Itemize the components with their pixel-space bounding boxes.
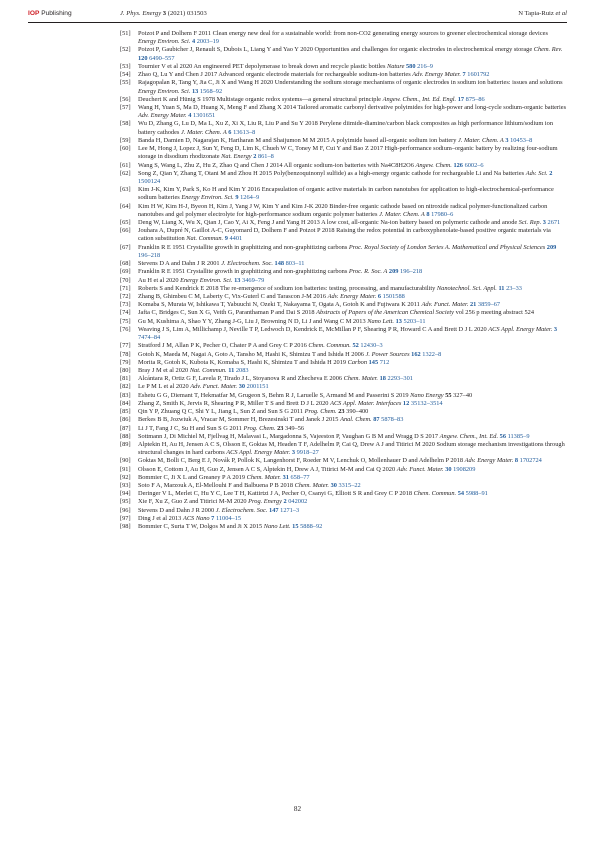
reference-pages: 5988–91 (465, 490, 488, 498)
reference-item (120, 523, 567, 531)
reference-journal: J. Mater. Chem. A (458, 136, 504, 144)
reference-number: [65] (120, 219, 131, 227)
reference-journal: Adv. Sci. (525, 169, 548, 177)
reference-item (120, 342, 567, 350)
reference-number: [89] (120, 440, 131, 448)
reference-item (120, 145, 567, 161)
reference-pages: 7474–84 (138, 334, 161, 342)
reference-number: [74] (120, 309, 131, 317)
reference-number: [68] (120, 260, 131, 268)
reference-volume: 52 (352, 342, 359, 350)
reference-volume: 12 (402, 399, 410, 407)
reference-pages: 2293–301 (387, 375, 413, 383)
reference-text: Zhang Z, Smith K, Jervis R, Shearing P R, Miller T S and Brett D J L 2020 (138, 399, 329, 407)
reference-number: [72] (120, 293, 131, 300)
reference-journal: Adv. Energy Mater. (412, 71, 461, 79)
reference-journal: Chem. Mater. (246, 473, 281, 481)
reference-volume: 30 (330, 482, 337, 490)
reference-pages: 5203–11 (403, 317, 426, 325)
reference-text: Stevens D A and Dahn J R 2001 (138, 260, 220, 268)
reference-pages: 1601792 (467, 71, 490, 79)
reference-pages: 1271–3 (280, 506, 300, 514)
reference-journal: Anal. Chem. (340, 416, 372, 424)
reference-journal: Adv. Energy Mater. (327, 293, 377, 300)
reference-pages: 1908209 (453, 465, 476, 473)
reference-text: Poizot P, Gaubicher J, Renault S, Dubois L, Liang Y and Yao Y 2020 Opportunities and challenges for organic electrodes in electrochemical energy storage (138, 46, 533, 54)
reference-text: Eshetu G G, Diemant T, Hekmatfar M, Grugeon S, Behm R J, Laruelle S, Armand M and Passerini S 2019 (138, 391, 409, 399)
running-header (0, 9, 595, 23)
reference-journal: Nat. Energy (221, 153, 252, 161)
reference-pages: 2671 (547, 219, 561, 227)
reference-journal: Chem. Commun. (413, 490, 457, 498)
reference-number: [60] (120, 145, 131, 153)
reference-pages: 2003–19 (196, 38, 219, 46)
reference-text: Poizot P and Dolhem F 2011 Clean energy new deal for a sustainable world: from non-CO2 generating energy sources to greener electrochemical storage devices (138, 30, 548, 37)
reference-text: Wang S, Wang L, Zhu Z, Hu Z, Zhao Q and Chen J 2014 All organic sodium-ion batteries with Na4C8H2O6 (138, 161, 414, 169)
reference-pages: 658–77 (290, 473, 310, 481)
reference-item (120, 490, 567, 498)
reference-pages: 11004–15 (215, 514, 242, 522)
reference-volume: 87 (373, 416, 380, 424)
reference-pages: 803–11 (285, 260, 305, 268)
reference-text: Goktas M, Bolli C, Berg E J, Novák P, Pollok K, Langenhorst F, Roeder M V, Lenchuk O, Mollenhauer D and Adelhelm P 2018 (138, 457, 464, 465)
reference-number: [53] (120, 62, 131, 70)
reference-volume: 23 (338, 408, 345, 416)
reference-pages: 23–33 (506, 284, 522, 292)
reference-text: Zhao Q, Lu Y and Chen J 2017 Advanced organic electrode materials for rechargeable sodium-ion batteries (138, 71, 411, 79)
reference-volume: 580 (406, 62, 416, 70)
reference-journal: Proc. R. Soc. A (348, 268, 388, 276)
reference-journal: ACS Appl. Energy Mater. (226, 449, 291, 457)
reference-text: Soto F A, Marzouk A, El-Mellouhi F and Balbuena P B 2018 (138, 482, 294, 490)
reference-pages: 9918–27 (296, 449, 319, 457)
reference-item (120, 227, 567, 243)
reference-volume: 162 (411, 350, 421, 358)
page-number: 82 (293, 805, 302, 813)
reference-volume: 13 (234, 276, 241, 284)
reference-text: Komaba S, Murata W, Ishikawa T, Yabuuchi N, Ozeki T, Nakayama T, Ogata A, Gotoh K and Fujiwara K 2011 (138, 301, 420, 309)
reference-number: [80] (120, 366, 131, 374)
reference-journal: ACS Appl. Energy Mater. (488, 325, 553, 333)
reference-pages: 1301651 (192, 112, 216, 120)
reference-volume: 11 (498, 284, 505, 292)
reference-item (120, 466, 567, 474)
reference-number: [59] (120, 136, 131, 144)
reference-volume: 6 (228, 128, 232, 136)
reference-number: [79] (120, 358, 131, 366)
reference-volume: 13 (191, 87, 199, 95)
reference-volume: 120 (138, 54, 148, 62)
reference-item (120, 441, 567, 457)
reference-item (120, 260, 567, 268)
reference-journal: Abstracts of Papers of the American Chemical Society (316, 309, 454, 317)
reference-volume: 4 (191, 38, 196, 46)
reference-volume: 15 (292, 523, 299, 531)
reference-item (120, 359, 567, 367)
reference-pages: 35132–3514 (410, 399, 443, 407)
reference-pages: 327–40 (453, 391, 473, 399)
reference-pages: 712 (379, 358, 390, 366)
reference-pages: 196–218 (400, 268, 423, 276)
reference-volume: 9 (224, 235, 228, 243)
reference-number: [87] (120, 424, 131, 432)
reference-journal: Adv. Funct. Mater. (190, 383, 238, 391)
reference-text: Jouhara A, Dupré N, Gaillot A-C, Guyomard D, Dolhem F and Poizot P 2018 Raising the redox potential in carboxyphenolate-based positive organic materials via cation substitution (138, 227, 551, 243)
reference-text: Alptekin H, Au H, Jensen A C S, Olsson E, Goktas M, Headen T F, Adelhelm P, Cai Q, Drew A J and Titirici M 2020 Sodium storage mechanism investigations through structural changes in hard carbons (138, 440, 565, 457)
reference-text: Xie F, Xu Z, Guo Z and Titirici M-M 2020 (138, 498, 247, 506)
reference-item (120, 482, 567, 490)
reference-number: [51] (120, 30, 131, 37)
reference-item (120, 507, 567, 515)
reference-pages: 5878–83 (381, 416, 404, 424)
reference-text: Roberts S and Kendrick E 2018 The re-emergence of sodium ion batteries: testing, processing, and manufacturability (138, 284, 436, 292)
reference-item (120, 137, 567, 145)
reference-item (120, 351, 567, 359)
reference-list (120, 30, 567, 531)
reference-text: Kim H W, Kim H-J, Byeon H, Kim J, Yang J W, Kim Y and Kim J-K 2020 Binder-free organic cathode based on nitroxide radical polymer-functionalized carbon nanotubes and gel polymer electrolyte for high-performance sodium organic polymer batteries (138, 202, 548, 218)
reference-number: [61] (120, 161, 131, 169)
reference-text: Au H et al 2020 (138, 276, 179, 284)
reference-journal: Chem. Rev. (533, 46, 563, 54)
reference-journal: Nanotechnol. Sci. Appl. (436, 284, 497, 292)
reference-journal: Energy Environ. Sci. (138, 38, 191, 46)
reference-volume: 3 (553, 325, 558, 333)
reference-item (120, 186, 567, 202)
reference-text: Stratford J M, Allan P K, Pecher O, Chater P A and Grey C P 2016 (138, 342, 307, 350)
reference-journal: Nano Energy (410, 391, 444, 399)
reference-volume: 145 (368, 358, 379, 366)
reference-number: [62] (120, 169, 131, 177)
reference-item (120, 383, 567, 391)
reference-pages: 861–8 (257, 153, 274, 161)
reference-journal: Proc. Royal Society of London Series A. Mathematical and Physical Sciences (348, 243, 546, 251)
reference-item (120, 96, 567, 104)
reference-journal: Angew. Chem., Int. Ed. Engl. (382, 95, 457, 103)
reference-number: [76] (120, 325, 131, 333)
reference-journal: Prog. Chem. (304, 408, 337, 416)
reference-number: [71] (120, 284, 131, 292)
reference-text: Deng W, Liang X, Wu X, Qian J, Cao Y, Ai X, Feng J and Yang H 2013 A low cost, all-organic Na-ion battery based on polymeric cathode and anode (138, 219, 518, 227)
reference-item (120, 433, 567, 441)
header-rule (28, 22, 567, 23)
reference-volume: 13 (395, 317, 402, 325)
reference-volume: 2 (549, 169, 553, 177)
reference-volume: 209 (388, 268, 399, 276)
reference-number: [98] (120, 523, 131, 531)
reference-volume: 2 (253, 153, 257, 161)
reference-item (120, 170, 567, 186)
reference-number: [54] (120, 71, 131, 79)
reference-journal: Nature (387, 62, 405, 70)
reference-pages: 875–86 (465, 95, 485, 103)
reference-item (120, 30, 567, 46)
reference-text: Weaving J S, Lim A, Millichamp J, Neville T P, Ledwoch D, Kendrick E, McMillan P F, Shearing P R, Howard C A and Brett D J L 2020 (138, 325, 487, 333)
reference-number: [88] (120, 432, 131, 440)
reference-journal: J. Mater. Chem. A (379, 210, 425, 218)
reference-number: [81] (120, 375, 131, 383)
reference-volume: 2 (283, 498, 287, 506)
reference-item (120, 498, 567, 506)
reference-item (120, 71, 567, 79)
reference-volume: 7 (462, 71, 466, 79)
reference-number: [73] (120, 301, 131, 309)
reference-item (120, 408, 567, 416)
reference-text: Lee M, Hong J, Lopez J, Sun Y, Feng D, Lim K, Chueh W C, Toney M F, Cui Y and Bao Z 2017 High-performance sodium–organic battery by realizing four-sodium storage in disodium rhodizonate (138, 145, 558, 161)
reference-number: [82] (120, 383, 131, 391)
reference-item (120, 277, 567, 285)
reference-text: Li J T, Fang J C, Su H and Sun S G 2011 (138, 424, 242, 432)
reference-number: [91] (120, 465, 131, 473)
reference-item (120, 326, 567, 342)
reference-text: Franklin R E 1951 Crystallite growth in graphitizing and non-graphitizing carbons (138, 243, 348, 251)
reference-journal: Adv. Energy Mater. (138, 112, 187, 120)
reference-journal: ACS Nano (182, 514, 210, 522)
reference-number: [63] (120, 186, 131, 194)
reference-number: [83] (120, 391, 131, 399)
reference-text: Wang H, Yuan S, Ma D, Huang X, Meng F and Zhang X 2014 Tailored aromatic carbonyl derivative polyimides for high-power and long-cycle sodium-organic batteries (138, 103, 567, 111)
reference-text: Deringer V L, Merlet C, Hu Y C, Lee T H, Kattirtzi J A, Pecher O, Csanyi G, Elliott S R and Grey C P 2018 (138, 490, 413, 498)
reference-pages: 1500124 (138, 177, 161, 185)
reference-item (120, 203, 567, 219)
reference-number: [86] (120, 416, 131, 424)
reference-journal: Sci. Rep. (518, 219, 542, 227)
reference-text: Sottmann J, Di Michiel M, Fjellvag H, Malavasi L, Margadonna S, Vajeeston P, Vaughan G B M and Wragg D S 2017 (138, 432, 439, 440)
reference-volume: 6 (377, 293, 381, 300)
reference-text: Wu D, Zhang G, Lu D, Ma L, Xu Z, Xi X, Liu R, Liu P and Su Y 2018 Perylene diimide-diamine/carbon black composites as high performance lithium/sodium ion battery cathodes (138, 120, 554, 136)
reference-text: Bray J M et al 2020 (138, 366, 189, 374)
reference-journal: Chem. Commun. (308, 342, 351, 350)
reference-item (120, 515, 567, 523)
reference-volume: 23 (277, 424, 284, 432)
reference-journal: Energy Environ. Sci. (180, 276, 233, 284)
reference-number: [93] (120, 482, 131, 490)
reference-pages: 1264–9 (240, 194, 260, 202)
reference-text: Franklin R E 1951 Crystallite growth in graphitizing and non-graphitizing carbons (138, 268, 348, 276)
reference-text: Morita R, Gotoh K, Kubota K, Komaba S, Hashi K, Shimizu T and Ishida H 2019 (138, 358, 347, 366)
reference-item (120, 474, 567, 482)
reference-item (120, 268, 567, 276)
reference-pages: 3315–22 (338, 482, 361, 490)
reference-volume: 8 (514, 457, 519, 465)
reference-volume: 9 (235, 194, 239, 202)
reference-journal: J. Power Sources (365, 350, 410, 358)
reference-pages: 196–218 (138, 251, 161, 259)
reference-item (120, 416, 567, 424)
reference-text: Berkes B B, Jozwiuk A, Vracar M, Sommer H, Brezesinski T and Janek J 2015 (138, 416, 339, 424)
reference-journal: Energy Environ. Sci. (138, 87, 191, 95)
reference-pages: 2083 (235, 366, 249, 374)
reference-pages: 1501588 (382, 293, 405, 300)
reference-volume: 3 (505, 136, 509, 144)
reference-journal: Adv. Funct. Mater. (396, 465, 444, 473)
reference-journal: J. Mater. Chem. A (181, 128, 227, 136)
reference-number: [64] (120, 202, 131, 210)
reference-journal: Angew. Chem., Int. Ed. (439, 432, 499, 440)
reference-text: Olsson E, Cottom J, Au H, Guo Z, Jensen A C S, Alptekin H, Drew A J, Titirici M-M and Cai Q 2020 (138, 465, 396, 473)
reference-number: [85] (120, 408, 131, 416)
reference-number: [95] (120, 498, 131, 506)
reference-pages: 2001151 (246, 383, 269, 391)
reference-journal: J. Electrochem. Soc. (215, 506, 268, 514)
reference-number: [57] (120, 103, 131, 111)
reference-pages: 1322–8 (422, 350, 442, 358)
reference-number: [90] (120, 457, 131, 465)
reference-number: [70] (120, 276, 131, 284)
reference-pages: 11385–9 (507, 432, 530, 440)
reference-item (120, 104, 567, 120)
reference-pages: 17980–6 (431, 210, 454, 218)
reference-journal: Nat. Commun. (189, 366, 227, 374)
reference-pages: 5888–92 (300, 523, 323, 531)
reference-volume: 4 (188, 112, 192, 120)
reference-volume: 209 (546, 243, 557, 251)
reference-pages: 3859–67 (477, 301, 501, 309)
reference-item (120, 309, 567, 317)
reference-item (120, 63, 567, 71)
reference-text: Gu M, Kushima A, Shao Y Y, Zhang J-G, Liu J, Browning N D, Li J and Wang C M 2013 (138, 317, 366, 325)
reference-volume: 30 (238, 383, 246, 391)
reference-text: Kim J-K, Kim Y, Park S, Ko H and Kim Y 2016 Encapsulation of organic active materials in carbon nanotubes for application to high-electrochemical-performance sodium batteries (138, 186, 554, 202)
reference-text: Banda H, Damien D, Nagarajan K, Hariharan M and Shaijumon M M 2015 A polyimide based all-organic sodium ion battery (138, 136, 457, 144)
reference-journal: Adv. Energy Mater. (464, 457, 514, 465)
reference-text: Song Z, Qian Y, Zhang T, Otani M and Zhou H 2015 Poly(benzoquinonyl sulfide) as a high-energy organic cathode for rechargeable Li and Na batteries (138, 169, 525, 177)
reference-item (120, 375, 567, 383)
reference-volume: 3 (291, 449, 295, 457)
reference-item (120, 301, 567, 309)
reference-number: [84] (120, 399, 131, 407)
reference-text: Ding J et al 2013 (138, 514, 182, 522)
reference-text: Qin Y P, Zhuang Q C, Shi Y L, Jiang L, Sun Z and Sun S G 2011 (138, 408, 303, 416)
reference-journal: Chem. Mater. (294, 482, 329, 490)
reference-volume: 18 (379, 375, 386, 383)
reference-journal: ACS Appl. Mater. Interfaces (330, 399, 402, 407)
reference-text: Gotoh K, Maeda M, Nagai A, Goto A, Tansho M, Hashi K, Shimizu T and Ishida H 2006 (138, 350, 364, 358)
reference-volume: 30 (445, 465, 452, 473)
reference-item (120, 244, 567, 260)
reference-item (120, 293, 567, 301)
reference-pages: 1568–92 (199, 87, 223, 95)
reference-pages: 12430–3 (360, 342, 383, 350)
reference-pages: 042002 (288, 498, 308, 506)
journal-citation: J. Phys. Energy 3 (2021) 031503 (120, 10, 207, 17)
reference-item (120, 318, 567, 326)
reference-journal: Prog. Energy (248, 498, 282, 506)
reference-item (120, 400, 567, 408)
reference-text: Le P M L et al 2020 (138, 383, 189, 391)
reference-text: Bommier C, Surta T W, Dolgos M and Ji X 2015 (138, 523, 263, 531)
reference-text: Deuchert K and Hünig S 1978 Multistage organic redox systems—a general structural principle (138, 95, 381, 103)
reference-number: [67] (120, 243, 131, 251)
reference-volume: 55 (445, 391, 452, 399)
reference-number: [55] (120, 79, 131, 87)
reference-text: Alcántara R, Ortiz G F, Lavela P, Tirado J L, Stoyanova R and Zhecheva E 2006 (138, 375, 343, 383)
reference-number: [92] (120, 473, 131, 481)
reference-text: Jafta C, Bridges C, Sun X G, Veith G, Paranthaman P and Dai S 2018 (138, 309, 315, 317)
reference-number: [69] (120, 268, 131, 276)
reference-volume: 21 (469, 301, 477, 309)
reference-journal: J. Electrochem. Soc. (221, 260, 273, 268)
reference-journal: Nano Lett. (263, 523, 291, 531)
reference-journal: Chem. Mater. (343, 375, 378, 383)
reference-text: Rajagopalan R, Tang Y, Jia C, Ji X and Wang H 2020 Understanding the sodium storage mechanisms of organic electrodes in sodium ion batteries: issues and solutions (138, 79, 563, 87)
reference-journal: Angew. Chem. (415, 161, 452, 169)
reference-number: [77] (120, 342, 131, 350)
reference-journal: Carbon (347, 358, 368, 366)
reference-volume: 147 (269, 506, 279, 514)
reference-volume: 8 (426, 210, 430, 218)
reference-pages: 349–56 (285, 424, 305, 432)
reference-volume: 126 (453, 161, 463, 169)
reference-volume: 31 (282, 473, 289, 481)
reference-number: [75] (120, 317, 131, 325)
reference-pages: 6490–557 (149, 54, 175, 62)
reference-number: [58] (120, 120, 131, 128)
reference-pages: 4401 (229, 235, 243, 243)
reference-text: Stevens D and Dahn J R 2000 (138, 506, 215, 514)
reference-item (120, 46, 567, 62)
reference-pages: 3469–79 (242, 276, 265, 284)
reference-item (120, 120, 567, 136)
reference-item (120, 425, 567, 433)
reference-item (120, 367, 567, 375)
reference-pages: 1702724 (519, 457, 542, 465)
reference-volume: 3 (542, 219, 546, 227)
reference-journal: Adv. Funct. Mater. (421, 301, 469, 309)
reference-journal: Nano Lett. (367, 317, 395, 325)
reference-text: Zhang B, Ghimbeu C M, Laberty C, Vix-Guterl C and Tarascon J-M 2016 (138, 293, 326, 300)
reference-pages: 390–400 (346, 408, 369, 416)
reference-item (120, 392, 567, 400)
reference-item (120, 219, 567, 227)
reference-item (120, 162, 567, 170)
reference-volume: 17 (457, 95, 465, 103)
reference-volume: 7 (211, 514, 215, 522)
reference-number: [94] (120, 490, 131, 498)
reference-journal: Nat. Commun. (186, 235, 224, 243)
reference-pages: 13613–8 (233, 128, 256, 136)
reference-number: [66] (120, 227, 131, 235)
reference-item (120, 457, 567, 465)
reference-text: Tournier V et al 2020 An engineered PET depolymerase to break down and recycle plastic bottles (138, 62, 386, 70)
reference-item (120, 285, 567, 293)
reference-extra: vol 256 p meeting abstract 524 (455, 309, 534, 317)
iop-publishing-logo: IOP Publishing (28, 10, 72, 17)
reference-journal: Energy Environ. Sci. (181, 194, 234, 202)
reference-number: [56] (120, 95, 131, 103)
reference-volume: 56 (499, 432, 506, 440)
reference-journal: Prog. Chem. (243, 424, 276, 432)
reference-volume: 11 (228, 366, 235, 374)
running-author: N Tapia-Ruiz et al (518, 10, 567, 17)
reference-number: [97] (120, 514, 131, 522)
reference-text: Bommier C, Ji X L and Greaney P A 2019 (138, 473, 246, 481)
reference-volume: 54 (457, 490, 465, 498)
reference-number: [96] (120, 506, 131, 514)
reference-pages: 6002–6 (464, 161, 484, 169)
reference-item (120, 79, 567, 95)
reference-number: [78] (120, 350, 131, 358)
reference-volume: 148 (274, 260, 285, 268)
reference-pages: 10453–8 (510, 136, 533, 144)
reference-number: [52] (120, 46, 131, 54)
reference-pages: 216–9 (417, 62, 433, 70)
